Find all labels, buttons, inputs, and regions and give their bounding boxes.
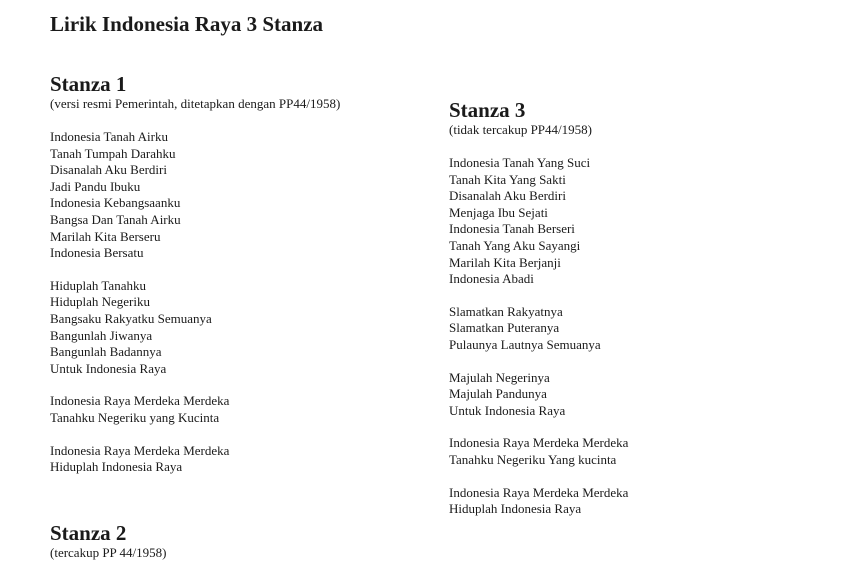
lyric-line: Hiduplah Indonesia Raya [449,501,582,517]
lyric-line: Indonesia Raya Merdeka Merdeka [50,442,230,458]
lyric-line: Bangsaku Rakyatku Semuanya [50,310,212,326]
lyric-line: Tanahku Negeriku Yang kucinta [449,451,617,467]
stanza-3-section [449,98,779,534]
stanza-2-heading: Stanza 2 [50,521,127,545]
stanza-2-section [50,521,167,561]
lyric-line: Disanalah Aku Berdiri [449,188,566,204]
lyric-line: Bangunlah Jiwanya [50,327,153,343]
lyric-line: Bangunlah Badannya [50,344,162,360]
lyric-line: Untuk Indonesia Raya [449,402,566,418]
stanza-3-note: (tidak tercakup PP44/1958) [449,122,592,137]
lyric-line: Indonesia Tanah Airku [50,129,168,144]
lyric-line: Slamatkan Puteranya [449,320,560,336]
verse [50,129,380,262]
verse [449,155,779,288]
lyric-line: Marilah Kita Berseru [50,228,161,244]
lyric-line: Majulah Pandunya [449,386,547,402]
lyric-line: Indonesia Tanah Berseri [449,221,575,237]
lyric-line: Tanahku Negeriku yang Kucinta [50,409,220,425]
lyric-line: Tanah Yang Aku Sayangi [449,237,581,253]
verse [449,370,779,420]
lyric-line: Jadi Pandu Ibuku [50,178,141,194]
verse [50,278,380,378]
lyric-line: Menjaga Ibu Sejati [449,204,548,220]
lyric-line: Tanah Kita Yang Sakti [449,171,566,187]
lyric-line: Marilah Kita Berjanji [449,254,561,270]
stanza-1-verses [50,129,380,476]
lyric-line: Tanah Tumpah Darahku [50,145,176,161]
lyric-line: Indonesia Tanah Yang Suci [449,155,591,170]
lyric-line: Majulah Negerinya [449,369,550,385]
lyric-line: Hiduplah Tanahku [50,277,146,293]
verse [449,485,779,518]
lyric-line: Indonesia Bersatu [50,245,144,261]
lyric-line: Slamatkan Rakyatnya [449,303,563,319]
verse [50,393,380,426]
stanza-2-note: (tercakup PP 44/1958) [50,545,167,560]
stanza-1-note: (versi resmi Pemerintah, ditetapkan dengan PP44/1958) [50,96,341,111]
lyric-line: Indonesia Abadi [449,271,534,287]
verse [50,443,380,476]
lyric-line: Indonesia Raya Merdeka Merdeka [449,435,629,451]
stanza-3-heading: Stanza 3 [449,98,526,122]
page-title: Lirik Indonesia Raya 3 Stanza [50,12,324,36]
stanza-3-verses [449,155,779,518]
lyric-line: Hiduplah Negeriku [50,294,151,310]
lyric-line: Hiduplah Indonesia Raya [50,459,183,475]
lyric-line: Disanalah Aku Berdiri [50,162,167,178]
lyric-line: Indonesia Raya Merdeka Merdeka [449,484,629,500]
verse [449,304,779,354]
lyric-line: Pulaunya Lautnya Semuanya [449,336,601,352]
lyric-line: Indonesia Raya Merdeka Merdeka [50,393,230,409]
lyric-line: Bangsa Dan Tanah Airku [50,211,181,227]
lyric-line: Indonesia Kebangsaanku [50,195,181,211]
lyric-line: Untuk Indonesia Raya [50,360,167,376]
stanza-1-heading: Stanza 1 [50,72,127,96]
stanza-1-section [50,72,380,492]
verse [449,435,779,468]
